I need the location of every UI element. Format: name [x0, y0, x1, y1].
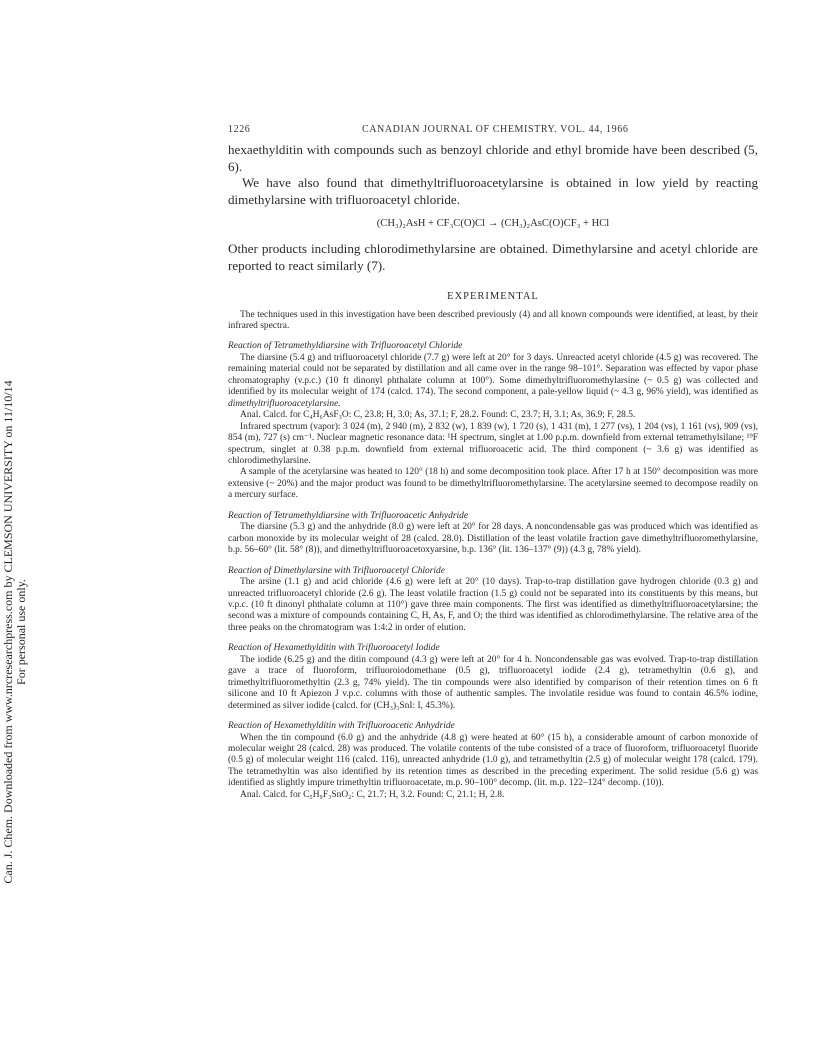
- personal-use-notice: For personal use only.: [14, 579, 28, 685]
- paragraph: [228, 353, 758, 410]
- intro-text: [228, 142, 758, 275]
- download-notice: Can. J. Chem. Downloaded from www.nrcresearchpress.com by CLEMSON UNIVERSITY on 11/10/14: [1, 380, 15, 884]
- paragraph: The iodide (6.25 g) and the ditin compound (4.3 g) were left at 20° for 4 h. Noncondensable gas was evolved. Trap-to-trap distillation gave a trace of fluoroform, trifluoroiodomethane (0.5 g), trifluoroacetyl iodide (2.4 g), tetramethyltin (0.6 g), and trimethyltrifluoromethyltin (2.3 g, 74% yield). The tin compounds were also identified by comparison of their retention times on 6 ft silicone and 10 ft Apiezon J v.p.c. columns with those of authentic samples. The involatile residue was found to contain 46.5% iodine, determined as silver iodide (calcd. for (CH₃)₃SnI: I, 45.3%).: [228, 654, 758, 711]
- experimental-body: [228, 310, 758, 802]
- paragraph: The diarsine (5.3 g) and the anhydride (8.0 g) were left at 20° for 28 days. A noncondensable gas was produced which was identified as carbon monoxide by its molecular weight of 28 (calcd. 28.0). Distillation of the least volatile fraction gave dimethyltrifluoromethylarsine, b.p. 56–60° (lit. 58° (8)), and dimethyltrifluoroacetoxyarsine, b.p. 136° (lit. 136–137° (9)) (4.3 g, 78% yield).: [228, 522, 758, 556]
- paragraph: When the tin compound (6.0 g) and the anhydride (4.8 g) were heated at 60° (15 h), a considerable amount of carbon monoxide of molecular weight 28 (calcd. 28) was produced. The volatile contents of the tube consisted of a trace of fluoroform, trifluoroacetyl fluoride (0.5 g) of molecular weight 116 (calcd. 116), unreacted anhydride (1.0 g), and tetramethyltin (2.5 g) of molecular weight 178 (calcd. 179). The tetramethyltin was also identified by its retention times as described in the preceding experiment. The solid residue (5.6 g) was identified as slightly impure trimethyltin trifluoroacetate, m.p. 90–100° decomp. (lit. m.p. 122–124° decomp. (10)).: [228, 732, 758, 789]
- paragraph: A sample of the acetylarsine was heated to 120° (18 h) and some decomposition took place. After 17 h at 150° decomposition was more extensive (~ 20%) and the major product was found to be dimethyltrifluoromethylarsine. The acetylarsine seemed to decompose readily on a mercury surface.: [228, 467, 758, 501]
- subsection-heading: Reaction of Tetramethyldiarsine with Trifluoroacetic Anhydride: [228, 510, 469, 521]
- compound-name: dimethyltrifluoroacetylarsine.: [228, 398, 341, 409]
- reaction-equation: (CH₃)₂AsH + CF₃C(O)Cl → (CH₃)₂AsC(O)CF₃ + HCl: [376, 218, 610, 230]
- intro-paragraph-2: We have also found that dimethyltrifluoroacetylarsine is obtained in low yield by reacting dimethylarsine with trifluoroacetyl chloride.: [228, 175, 758, 207]
- page-number: 1226: [228, 124, 251, 135]
- intro-paragraph-3: Other products including chlorodimethylarsine are obtained. Dimethylarsine and acetyl chloride are reported to react similarly (7).: [228, 241, 758, 273]
- subsection-heading: Reaction of Hexamethylditin with Trifluoroacetic Anhydride: [228, 721, 455, 732]
- journal-title: CANADIAN JOURNAL OF CHEMISTRY. VOL. 44, 1966: [361, 124, 629, 135]
- running-head: [228, 124, 758, 142]
- subsection-4: [228, 643, 758, 712]
- subsection-heading: Reaction of Dimethylarsine with Trifluoroacetyl Chloride: [228, 565, 445, 576]
- subsection-3: [228, 566, 758, 635]
- subsection-2: [228, 511, 758, 557]
- subsection-5: [228, 721, 758, 801]
- spectrum-paragraph: Infrared spectrum (vapor): 3 024 (m), 2 940 (m), 2 832 (w), 1 839 (w), 1 720 (s), 1 431 (m), 1 277 (vs), 1 204 (vs), 1 161 (vs), 909 (vs), 854 (m), 727 (s) cm⁻¹. Nuclear magnetic resonance data: ¹H spectrum, singlet at 1.00 p.p.m. downfield from external tetramethylsilane; ¹⁹F spectrum, singlet at 0.38 p.p.m. downfield from external trifluoroacetic acid. The third component (~ 3.6 g) was identified as chlorodimethylarsine.: [228, 421, 758, 466]
- subsection-1: [228, 341, 758, 501]
- analysis-line: Anal. Calcd. for C₅H₉F₃SnO₂: C, 21.7; H, 3.2. Found: C, 21.1; H, 2.8.: [240, 789, 505, 800]
- paragraph: The arsine (1.1 g) and acid chloride (4.6 g) were left at 20° (10 days). Trap-to-trap distillation gave hydrogen chloride (0.3 g) and unreacted trifluoroacetyl chloride (2.6 g). The least volatile fraction (1.5 g) could not be separated into its constituents by this means, but v.p.c. (10 ft dinonyl phthalate column at 110°) gave three main components. The first was identified as dimethyltrifluoroacetylarsine; the second was a mixture of compounds containing C, H, As, F, and O; the third was identified as chlorodimethylarsine. The relative area of the three peaks on the chromatogram was 1:4:2 in order of elution.: [228, 577, 758, 633]
- subsection-heading: Reaction of Hexamethylditin with Trifluoroacetyl Iodide: [228, 643, 440, 654]
- download-watermark: [2, 252, 28, 1012]
- subsection-heading: Reaction of Tetramethyldiarsine with Trifluoroacetyl Chloride: [228, 341, 463, 352]
- section-title: EXPERIMENTAL: [447, 290, 539, 302]
- intro-paragraph-1: hexaethylditin with compounds such as benzoyl chloride and ethyl bromide have been described (5, 6).: [228, 142, 758, 174]
- paragraph-text: The diarsine (5.4 g) and trifluoroacetyl chloride (7.7 g) were left at 20° for 3 days. Unreacted acetyl chloride (4.5 g) was recovered. The remaining material could not be separated by distillation and all came over in the range 98–101°. Separation was effected by vapor phase chromatography (v.p.c.) (10 ft dinonyl phthalate column at 100°). Some dimethyltrifluoromethylarsine (~ 0.5 g) was collected and identified by its molecular weight of 174 (calcd. 174). The second component, a pale-yellow liquid (~ 4.3 g, 96% yield), was identified as: [228, 352, 758, 398]
- analysis-line: Anal. Calcd. for C₄H₆AsF₃O: C, 23.8; H, 3.0; As, 37.1; F, 28.2. Found: C, 23.7; H, 3.1; As, 36.9; F, 28.5.: [240, 410, 636, 421]
- journal-page: [228, 124, 758, 801]
- experimental-lead: The techniques used in this investigation have been described previously (4) and all known compounds were identified, at least, by their infrared spectra.: [228, 309, 758, 332]
